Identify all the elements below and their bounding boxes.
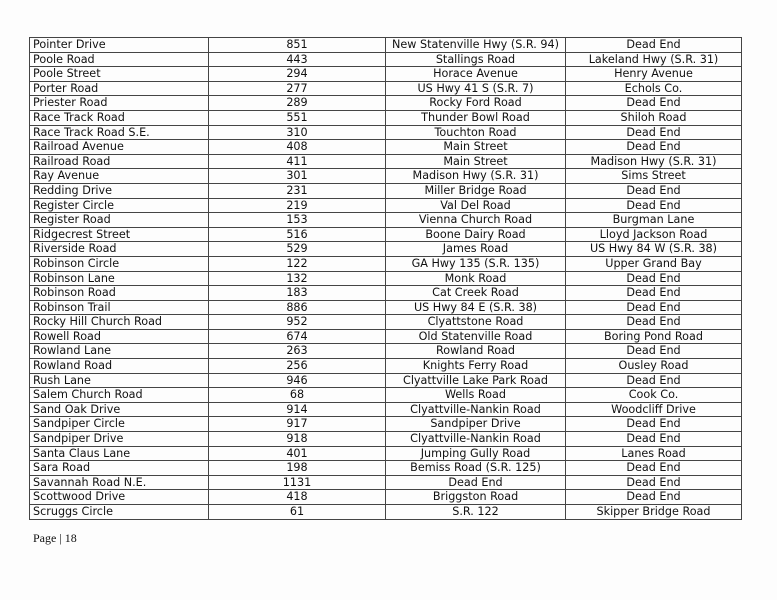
road-table <box>29 37 742 520</box>
length-cell: 918 <box>209 432 386 447</box>
from-cell: Rowland Road <box>386 344 566 359</box>
to-cell: Shiloh Road <box>566 110 742 125</box>
from-cell: Stallings Road <box>386 52 566 67</box>
from-cell: S.R. 122 <box>386 505 566 520</box>
from-cell: Clyattville-Nankin Road <box>386 402 566 417</box>
length-cell: 443 <box>209 52 386 67</box>
length-cell: 411 <box>209 154 386 169</box>
to-cell: Skipper Bridge Road <box>566 505 742 520</box>
length-cell: 529 <box>209 242 386 257</box>
road-name-cell: Robinson Road <box>30 286 209 301</box>
from-cell: Boone Dairy Road <box>386 227 566 242</box>
road-name-cell: Poole Street <box>30 67 209 82</box>
to-cell: Upper Grand Bay <box>566 256 742 271</box>
from-cell: James Road <box>386 242 566 257</box>
length-cell: 408 <box>209 140 386 155</box>
table-row <box>30 344 742 359</box>
to-cell: Dead End <box>566 96 742 111</box>
road-name-cell: Sand Oak Drive <box>30 402 209 417</box>
to-cell: Dead End <box>566 271 742 286</box>
road-name-cell: Railroad Road <box>30 154 209 169</box>
table-row <box>30 432 742 447</box>
table-row <box>30 286 742 301</box>
from-cell: Rocky Ford Road <box>386 96 566 111</box>
road-name-cell: Robinson Lane <box>30 271 209 286</box>
table-row <box>30 402 742 417</box>
length-cell: 946 <box>209 373 386 388</box>
from-cell: Knights Ferry Road <box>386 359 566 374</box>
table-row <box>30 140 742 155</box>
table-row <box>30 388 742 403</box>
page-footer: Page | 18 <box>33 531 77 545</box>
to-cell: Woodcliff Drive <box>566 402 742 417</box>
from-cell: Main Street <box>386 140 566 155</box>
table-row <box>30 490 742 505</box>
to-cell: Dead End <box>566 475 742 490</box>
length-cell: 952 <box>209 315 386 330</box>
to-cell: Ousley Road <box>566 359 742 374</box>
road-name-cell: Scruggs Circle <box>30 505 209 520</box>
road-name-cell: Sandpiper Circle <box>30 417 209 432</box>
table-row <box>30 81 742 96</box>
to-cell: Boring Pond Road <box>566 329 742 344</box>
from-cell: Thunder Bowl Road <box>386 110 566 125</box>
length-cell: 401 <box>209 446 386 461</box>
from-cell: Miller Bridge Road <box>386 183 566 198</box>
to-cell: Madison Hwy (S.R. 31) <box>566 154 742 169</box>
to-cell: Dead End <box>566 125 742 140</box>
length-cell: 310 <box>209 125 386 140</box>
to-cell: Echols Co. <box>566 81 742 96</box>
from-cell: Main Street <box>386 154 566 169</box>
road-name-cell: Railroad Avenue <box>30 140 209 155</box>
road-name-cell: Rush Lane <box>30 373 209 388</box>
to-cell: US Hwy 84 W (S.R. 38) <box>566 242 742 257</box>
length-cell: 674 <box>209 329 386 344</box>
to-cell: Lanes Road <box>566 446 742 461</box>
length-cell: 551 <box>209 110 386 125</box>
from-cell: Vienna Church Road <box>386 213 566 228</box>
to-cell: Lloyd Jackson Road <box>566 227 742 242</box>
from-cell: Clyattville Lake Park Road <box>386 373 566 388</box>
to-cell: Dead End <box>566 461 742 476</box>
to-cell: Dead End <box>566 344 742 359</box>
road-name-cell: Riverside Road <box>30 242 209 257</box>
length-cell: 256 <box>209 359 386 374</box>
road-name-cell: Ray Avenue <box>30 169 209 184</box>
table-row <box>30 271 742 286</box>
table-row <box>30 475 742 490</box>
road-name-cell: Rowland Lane <box>30 344 209 359</box>
to-cell: Cook Co. <box>566 388 742 403</box>
to-cell: Dead End <box>566 183 742 198</box>
to-cell: Sims Street <box>566 169 742 184</box>
road-name-cell: Scottwood Drive <box>30 490 209 505</box>
to-cell: Dead End <box>566 373 742 388</box>
from-cell: Briggston Road <box>386 490 566 505</box>
table-row <box>30 213 742 228</box>
road-name-cell: Rowland Road <box>30 359 209 374</box>
from-cell: Clyattville-Nankin Road <box>386 432 566 447</box>
table-row <box>30 359 742 374</box>
road-name-cell: Sara Road <box>30 461 209 476</box>
from-cell: New Statenville Hwy (S.R. 94) <box>386 38 566 53</box>
to-cell: Dead End <box>566 198 742 213</box>
road-name-cell: Rocky Hill Church Road <box>30 315 209 330</box>
length-cell: 418 <box>209 490 386 505</box>
from-cell: Monk Road <box>386 271 566 286</box>
table-row <box>30 96 742 111</box>
length-cell: 294 <box>209 67 386 82</box>
to-cell: Dead End <box>566 490 742 505</box>
to-cell: Dead End <box>566 315 742 330</box>
length-cell: 263 <box>209 344 386 359</box>
length-cell: 277 <box>209 81 386 96</box>
from-cell: Wells Road <box>386 388 566 403</box>
table-row <box>30 300 742 315</box>
length-cell: 132 <box>209 271 386 286</box>
table-row <box>30 256 742 271</box>
from-cell: Old Statenville Road <box>386 329 566 344</box>
from-cell: Sandpiper Drive <box>386 417 566 432</box>
road-name-cell: Poole Road <box>30 52 209 67</box>
from-cell: Jumping Gully Road <box>386 446 566 461</box>
road-name-cell: Ridgecrest Street <box>30 227 209 242</box>
road-name-cell: Register Road <box>30 213 209 228</box>
table-row <box>30 38 742 53</box>
road-table-body <box>30 38 742 520</box>
road-name-cell: Salem Church Road <box>30 388 209 403</box>
from-cell: US Hwy 84 E (S.R. 38) <box>386 300 566 315</box>
table-row <box>30 446 742 461</box>
to-cell: Dead End <box>566 417 742 432</box>
table-row <box>30 242 742 257</box>
length-cell: 68 <box>209 388 386 403</box>
to-cell: Dead End <box>566 38 742 53</box>
length-cell: 914 <box>209 402 386 417</box>
from-cell: Cat Creek Road <box>386 286 566 301</box>
length-cell: 516 <box>209 227 386 242</box>
length-cell: 122 <box>209 256 386 271</box>
length-cell: 1131 <box>209 475 386 490</box>
table-row <box>30 373 742 388</box>
table-row <box>30 125 742 140</box>
road-name-cell: Race Track Road <box>30 110 209 125</box>
table-row <box>30 227 742 242</box>
from-cell: Touchton Road <box>386 125 566 140</box>
from-cell: Dead End <box>386 475 566 490</box>
from-cell: US Hwy 41 S (S.R. 7) <box>386 81 566 96</box>
road-name-cell: Redding Drive <box>30 183 209 198</box>
table-row <box>30 461 742 476</box>
length-cell: 301 <box>209 169 386 184</box>
table-row <box>30 183 742 198</box>
road-name-cell: Sandpiper Drive <box>30 432 209 447</box>
to-cell: Dead End <box>566 140 742 155</box>
to-cell: Dead End <box>566 300 742 315</box>
road-name-cell: Robinson Trail <box>30 300 209 315</box>
road-name-cell: Race Track Road S.E. <box>30 125 209 140</box>
road-name-cell: Priester Road <box>30 96 209 111</box>
road-name-cell: Rowell Road <box>30 329 209 344</box>
table-row <box>30 329 742 344</box>
table-row <box>30 154 742 169</box>
table-row <box>30 67 742 82</box>
table-row <box>30 315 742 330</box>
from-cell: Madison Hwy (S.R. 31) <box>386 169 566 184</box>
length-cell: 153 <box>209 213 386 228</box>
road-name-cell: Robinson Circle <box>30 256 209 271</box>
length-cell: 851 <box>209 38 386 53</box>
road-name-cell: Pointer Drive <box>30 38 209 53</box>
road-name-cell: Register Circle <box>30 198 209 213</box>
road-name-cell: Santa Claus Lane <box>30 446 209 461</box>
to-cell: Dead End <box>566 432 742 447</box>
length-cell: 917 <box>209 417 386 432</box>
length-cell: 231 <box>209 183 386 198</box>
table-row <box>30 110 742 125</box>
length-cell: 61 <box>209 505 386 520</box>
to-cell: Dead End <box>566 286 742 301</box>
from-cell: Clyattstone Road <box>386 315 566 330</box>
table-row <box>30 169 742 184</box>
length-cell: 219 <box>209 198 386 213</box>
road-name-cell: Savannah Road N.E. <box>30 475 209 490</box>
from-cell: Val Del Road <box>386 198 566 213</box>
length-cell: 886 <box>209 300 386 315</box>
to-cell: Lakeland Hwy (S.R. 31) <box>566 52 742 67</box>
table-row <box>30 198 742 213</box>
length-cell: 183 <box>209 286 386 301</box>
length-cell: 198 <box>209 461 386 476</box>
table-row <box>30 52 742 67</box>
road-name-cell: Porter Road <box>30 81 209 96</box>
length-cell: 289 <box>209 96 386 111</box>
to-cell: Henry Avenue <box>566 67 742 82</box>
from-cell: GA Hwy 135 (S.R. 135) <box>386 256 566 271</box>
from-cell: Bemiss Road (S.R. 125) <box>386 461 566 476</box>
table-row <box>30 505 742 520</box>
from-cell: Horace Avenue <box>386 67 566 82</box>
to-cell: Burgman Lane <box>566 213 742 228</box>
table-row <box>30 417 742 432</box>
